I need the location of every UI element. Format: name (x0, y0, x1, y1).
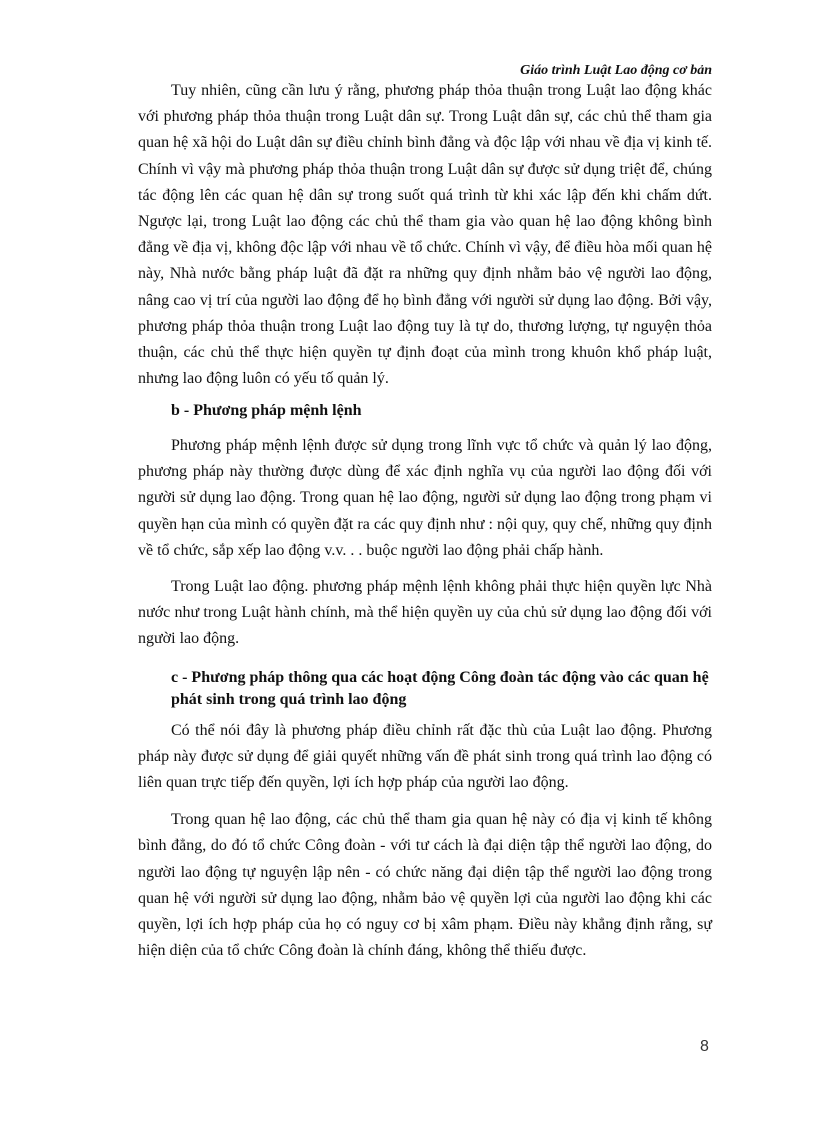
paragraph-command-method: Phương pháp mệnh lệnh được sử dụng trong lĩnh vực tổ chức và quản lý lao động, phương pháp này thường được dùng để xác định nghĩa vụ của người lao động đối với người sử dụng lao động. Trong quan hệ lao động, người sử dụng lao động trong phạm vi quyền hạn của mình có quyền đặt ra các quy định như : nội quy, quy chế, những quy định về tổ chức, sắp xếp lao động v.v. . . buộc người lao động phải chấp hành. (138, 436, 712, 559)
paragraph-command-authority: Trong Luật lao động. phương pháp mệnh lệnh không phải thực hiện quyền lực Nhà nước như trong Luật hành chính, mà thể hiện quyền uy của chủ sử dụng lao động đối với người lao động. (138, 577, 712, 648)
page-content (138, 78, 712, 964)
paragraph-union-role: Trong quan hệ lao động, các chủ thể tham gia quan hệ này có địa vị kinh tế không bình đẳng, do đó tổ chức Công đoàn - với tư cách là đại diện tập thể người lao động, do người lao động tự nguyện lập nên - có chức năng đại diện tập thể người lao động trong quan hệ với người sử dụng lao động, nhằm bảo vệ quyền lợi của người lao động khi các quyền, lợi ích hợp pháp của họ có nguy cơ bị xâm phạm. Điều này khẳng định rằng, sự hiện diện của tổ chức Công đoàn là chính đáng, không thể thiếu được. (138, 811, 712, 960)
section-heading-b: b - Phương pháp mệnh lệnh (171, 402, 362, 420)
page-number: 8 (700, 1038, 709, 1055)
paragraph-union-method: Có thể nói đây là phương pháp điều chỉnh rất đặc thù của Luật lao động. Phương pháp này được sử dụng để giải quyết những vấn đề phát sinh trong quá trình lao động có liên quan trực tiếp đến quyền, lợi ích hợp pháp của người lao động. (138, 721, 712, 791)
section-heading-c: c - Phương pháp thông qua các hoạt động Công đoàn tác động vào các quan hệ phát sinh trong quá trình lao động (171, 668, 709, 709)
paragraph-agreement-method: Tuy nhiên, cũng cần lưu ý rằng, phương pháp thỏa thuận trong Luật lao động khác với phương pháp thỏa thuận trong Luật dân sự. Trong Luật dân sự, các chủ thể tham gia quan hệ xã hội do Luật dân sự điều chỉnh bình đẳng và độc lập với nhau về địa vị kinh tế. Chính vì vậy mà phương pháp thỏa thuận trong Luật dân sự được sử dụng triệt để, chúng tác động lên các quan hệ dân sự trong suốt quá trình từ khi xác lập đến khi chấm dứt. Ngược lại, trong Luật lao động các chủ thể tham gia vào quan hệ lao động không bình đẳng về địa vị, không độc lập với nhau về tổ chức. Chính vì vậy, để điều hòa mối quan hệ này, Nhà nước bằng pháp luật đã đặt ra những quy định nhằm bảo vệ người lao động, nâng cao vị trí của người lao động để họ bình đẳng với người sử dụng lao động. Bởi vậy, phương pháp thỏa thuận trong Luật lao động tuy là tự do, thương lượng, tự nguyện thỏa thuận, các chủ thể thực hiện quyền tự định đoạt của mình trong khuôn khổ pháp luật, nhưng lao động luôn có yếu tố quản lý. (138, 82, 712, 388)
running-header: Giáo trình Luật Lao động cơ bản (520, 63, 712, 78)
